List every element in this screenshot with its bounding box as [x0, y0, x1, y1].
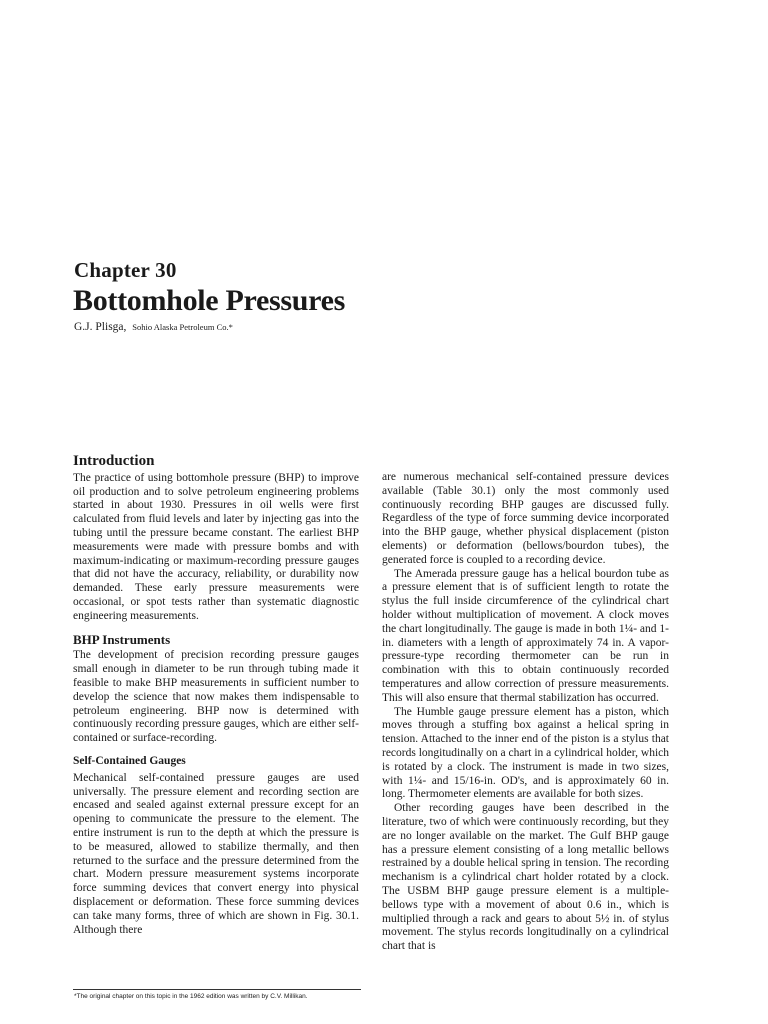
heading-self-contained-gauges: Self-Contained Gauges	[73, 754, 186, 767]
footnote-divider	[73, 989, 361, 990]
chapter-title: Bottomhole Pressures	[73, 284, 346, 317]
intro-paragraph: The practice of using bottomhole pressure (BHP) to improve oil production and to solve petroleum engineering problems started in about 1930. Pressures in oil wells were first calculated from fluid levels and later by injecting gas into the tubing until the pressure became constant. The earliest BHP measurements were made with pressure bombs and with maximum-indicating or maximum-recording pressure gauges that did not have the accuracy, reliability, or durability now demanded. These early pressure measurements were occasional, or spot tests rather than systematic diagnostic engineering measurements.	[73, 471, 359, 622]
footnote: *The original chapter on this topic in the 1962 edition was written by C.V. Millikan.	[74, 993, 308, 1000]
chapter-number: Chapter 30	[74, 258, 177, 282]
bhp-instruments-paragraph: The development of precision recording pressure gauges small enough in diameter to be run through tubing made it feasible to make BHP measurements in sufficient number to develop the science that now makes them indispensable to petroleum engineering. BHP now is determined with continuously recording pressure gauges, which are either self-contained or surface-recording.	[73, 649, 359, 745]
continued-paragraph: are numerous mechanical self-contained pressure devices available (Table 30.1) only the most commonly used continuously recording BHP gauges are discussed fully. Regardless of the type of force summing device incorporated into the BHP gauge, whether physical displacement (piston elements) or deformation (bellows/bourdon tubes), the generated force is coupled to a recording device.	[382, 471, 669, 566]
humble-paragraph: The Humble gauge pressure element has a piston, which moves through a stuffing box against a helical spring in tension. Attached to the inner end of the piston is a stylus that records longitudinally on a chart in a cylindrical holder, which is rotated by a clock. The instrument is made in two sizes, with 1¼- and 15/16-in. OD's, and is approximately 60 in. long. Thermometer elements are available for both sizes.	[382, 705, 669, 801]
left-column	[73, 455, 359, 937]
right-column	[382, 471, 669, 954]
author-affiliation: Sohio Alaska Petroleum Co.*	[132, 322, 233, 332]
self-contained-paragraph: Mechanical self-contained pressure gauges are used universally. The pressure element and recording section are encased and sealed against external pressure except for an opening to communicate the pressure to the element. The entire instrument is run to the depth at which the pressure is to be measured, allowed to stabilize thermally, and then returned to the surface and the pressure determined from the chart. Modern pressure measurement systems incorporate force summing devices that convert energy into physical displacement or deformation. These force summing devices can take many forms, three of which are shown in Fig. 30.1. Although there	[73, 771, 359, 936]
heading-bhp-instruments: BHP Instruments	[73, 631, 171, 647]
author-name: G.J. Plisga,	[74, 321, 127, 333]
heading-introduction: Introduction	[73, 453, 155, 469]
other-gauges-paragraph: Other recording gauges have been described in the literature, two of which were continuously recording, but they are no longer available on the market. The Gulf BHP gauge has a pressure element consisting of a long metallic bellows restrained by a double helical spring in tension. The recording mechanism is a cylindrical chart holder rotated by a clock. The USBM BHP gauge pressure element is a multiple-bellows type with a movement of about 0.6 in., which is multiplied through a rack and gears to about 5½ in. of stylus movement. The stylus records longitudinally on a cylindrical chart that is	[382, 802, 669, 953]
byline	[74, 321, 233, 333]
amerada-paragraph: The Amerada pressure gauge has a helical bourdon tube as a pressure element that is of sufficient length to rotate the stylus the full inside circumference of the cylindrical chart holder without multiplication of movement. A clock moves the chart longitudinally. The gauge is made in both 1¼- and 1-in. diameters with a length of approximately 74 in. A vapor-pressure-type recording thermometer can be run in combination with this to obtain continuously recorded temperatures and allow correction of pressure measurements. This will also ensure that thermal stabilization has occurred.	[382, 567, 669, 704]
